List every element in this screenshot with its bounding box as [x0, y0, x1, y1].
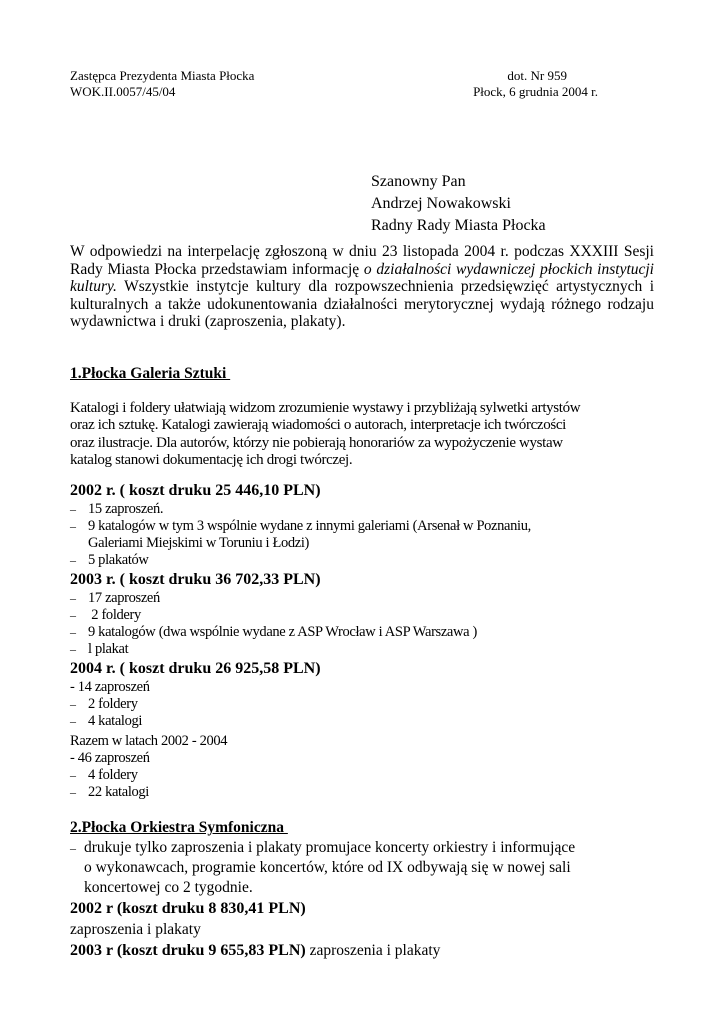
summary-heading: Razem w latach 2002 - 2004	[70, 733, 228, 749]
list-item-continuation: Galeriami Miejskimi w Toruniu i Łodzi)	[88, 535, 310, 551]
salutation: Szanowny Pan	[371, 173, 466, 190]
year-2003-text: zaproszenia i plakaty	[305, 942, 441, 959]
list-item: - 46 zaproszeń	[70, 750, 150, 766]
year-2002-text: zaproszenia i plakaty	[70, 921, 201, 938]
section-1-description: Katalogi i foldery ułatwiają widzom zrozumienie wystawy i przybliżają sylwetki artystów oraz ich sztukę. Katalogi zawierają wiadomości o autorach, interpretacje ich twórczości oraz ilustracje. Dla autorów, którzy nie pobierają honorariów za wypożyczenie wystaw katalog stanowi dokumentację ich drogi twórczej.	[70, 400, 581, 469]
year-2004-heading: 2004 r. ( koszt druku 26 925,58 PLN)	[70, 660, 321, 677]
addressee-name: Andrzej Nowakowski	[371, 195, 511, 212]
list-item: – 9 katalogów w tym 3 wspólnie wydane z innymi galeriami (Arsenał w Poznaniu,	[70, 518, 531, 534]
list-item: – 22 katalogi	[70, 784, 149, 800]
reference-number: WOK.II.0057/45/04	[70, 84, 176, 99]
list-item: – 4 katalogi	[70, 713, 143, 729]
list-item: – 4 foldery	[70, 767, 138, 783]
list-item: – drukuje tylko zaproszenia i plakaty promujace koncerty orkiestry i informujące	[70, 839, 576, 856]
list-item: – 15 zaproszeń.	[70, 501, 164, 517]
section-2-content	[70, 838, 670, 962]
list-item: - 14 zaproszeń	[70, 679, 150, 695]
sender-block	[70, 68, 254, 100]
date-block	[473, 68, 598, 100]
list-item: – 2 foldery	[70, 696, 138, 712]
year-2003-heading: 2003 r. ( koszt druku 36 702,33 PLN)	[70, 571, 321, 588]
year-2002-heading: 2002 r. ( koszt druku 25 446,10 PLN)	[70, 482, 321, 499]
intro-paragraph: W odpowiedzi na interpelację zgłoszoną w dniu 23 listopada 2004 r. podczas XXXIII Sesji Rady Miasta Płocka przedstawiam informację o działalności wydawniczej płockich instytucji kultury. Wszystkie instytcje kultury dla rozpowszechnienia przedsięwzięć artystycznych i kulturalnych a także udokunentowania działalności merytorycznej wydają różnego rodzaju wydawnictwa i druki (zaproszenia, plakaty).	[70, 243, 654, 331]
list-item: – 9 katalogów (dwa wspólnie wydane z ASP Wrocław i ASP Warszawa )	[70, 624, 477, 640]
summary-list	[70, 733, 670, 801]
year-2002-heading: 2002 r (koszt druku 8 830,41 PLN)	[70, 900, 306, 917]
list-item-continuation: o wykonawcach, programie koncertów, które od IX odbywają się w nowej sali	[84, 859, 571, 876]
list-item: – 2 foldery	[70, 607, 141, 623]
sender-title: Zastępca Prezydenta Miasta Płocka	[70, 68, 255, 83]
addressee-role: Radny Rady Miasta Płocka	[371, 217, 546, 234]
list-item: – l plakat	[70, 641, 129, 657]
section-1-title: 1.Płocka Galeria Sztuki	[70, 365, 231, 382]
addressee-block	[371, 171, 546, 237]
year-2003-line	[70, 940, 670, 962]
list-item-continuation: koncertowej co 2 tygodnie.	[84, 879, 253, 896]
list-item: – 5 plakatów	[70, 552, 149, 568]
section-2-title: 2.Płocka Orkiestra Symfoniczna	[70, 819, 288, 836]
section-1-yearly-list	[70, 480, 670, 730]
year-2003-heading: 2003 r (koszt druku 9 655,83 PLN)	[70, 942, 306, 959]
list-item: – 17 zaproszeń	[70, 590, 160, 606]
intro-emphasis: o działalności wydawniczej płockich instytucji kultury.	[70, 260, 654, 296]
document-reference: dot. Nr 959	[507, 68, 567, 83]
place-date: Płock, 6 grudnia 2004 r.	[473, 84, 598, 99]
